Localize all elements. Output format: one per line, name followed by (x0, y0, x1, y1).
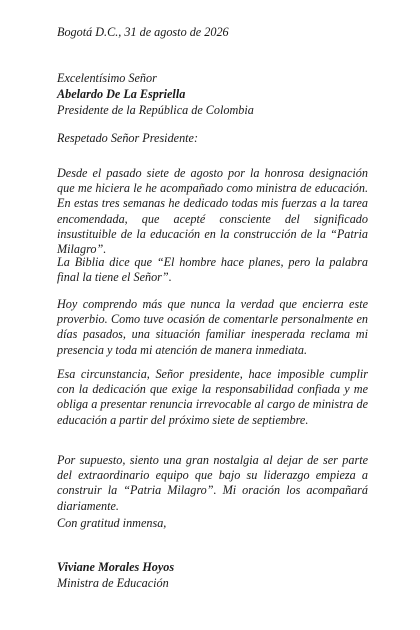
paragraph-2: La Biblia dice que “El hombre hace planes, pero la palabra final la tiene el Señor”. (57, 255, 368, 285)
paragraph-3: Hoy comprendo más que nunca la verdad que encierra este proverbio. Como tuve ocasión de comentarle personalmente en días pasados, una situación familiar inesperada reclama mi presencia y toda mi atención de manera inmediata. (57, 297, 368, 357)
recipient-name: Abelardo De La Espriella (57, 87, 186, 101)
paragraph-5: Por supuesto, siento una gran nostalgia al dejar de ser parte del extraordinario equipo que bajo su liderazgo empieza a construir la “Patria Milagro”. Mi oración los acompañará diariamente. (57, 453, 368, 513)
recipient-salutation-title: Excelentísimo Señor (57, 71, 157, 85)
closing: Con gratitud inmensa, (57, 516, 167, 530)
signature-name: Viviane Morales Hoyos (57, 560, 175, 574)
paragraph-4: Esa circunstancia, Señor presidente, hace imposible cumplir con la dedicación que exige la responsabilidad confiada y me obliga a presentar renuncia irrevocable al cargo de ministra de educación a partir del próximo siete de septiembre. (57, 367, 368, 427)
paragraph-1: Desde el pasado siete de agosto por la honrosa designación que me hiciera le he acompañado como ministra de educación. En estas tres semanas he dedicado todas mis fuerzas a la tarea encomendada, que acepté consciente del significado insustituible de la educación en la construcción de la “Patria Milagro”. (57, 166, 368, 257)
date-line: Bogotá D.C., 31 de agosto de 2026 (57, 25, 229, 39)
signature-title: Ministra de Educación (57, 576, 169, 590)
greeting: Respetado Señor Presidente: (57, 131, 199, 145)
recipient-position: Presidente de la República de Colombia (57, 103, 254, 117)
